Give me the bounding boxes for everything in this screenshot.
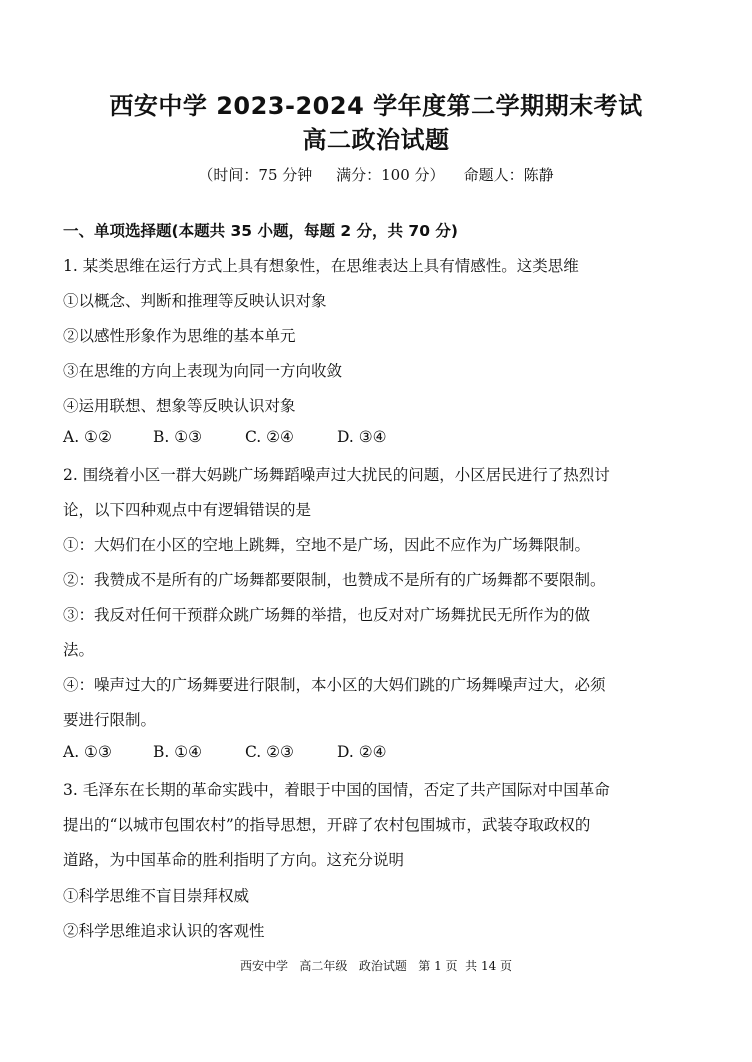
question-2-stem-line-2: 论，以下四种观点中有逻辑错误的是 [63, 501, 312, 519]
question-2-item-4: ④：噪声过大的广场舞要进行限制，本小区的大妈们跳的广场舞噪声过大，必须 [63, 676, 606, 694]
exam-meta: （时间：75 分钟 满分：100 分） 命题人：陈静 [198, 166, 554, 184]
question-1-option-b: B. ①③ [153, 428, 203, 446]
question-3-stem-line-1: 3. 毛泽东在长期的革命实践中，着眼于中国的国情，否定了共产国际对中国革命 [63, 781, 610, 799]
question-2-item-3: ③：我反对任何干预群众跳广场舞的举措，也反对对广场舞扰民无所作为的做 [63, 606, 591, 624]
question-3-item-1: ①科学思维不盲目崇拜权威 [63, 887, 250, 905]
question-2-options [63, 743, 387, 761]
question-1-option-a: A. ①② [63, 428, 112, 446]
question-1-item-4: ④运用联想、想象等反映认识对象 [63, 397, 296, 415]
question-1-option-c: C. ②④ [245, 428, 294, 446]
question-2-option-a: A. ①③ [63, 743, 112, 761]
question-2-option-d: D. ②④ [337, 743, 387, 761]
question-1-options [63, 428, 387, 446]
exam-subtitle: 高二政治试题 [302, 126, 450, 154]
question-2-item-2: ②：我赞成不是所有的广场舞都要限制，也赞成不是所有的广场舞都不要限制。 [63, 571, 606, 589]
question-1-option-d: D. ③④ [337, 428, 387, 446]
question-1-item-1: ①以概念、判断和推理等反映认识对象 [63, 292, 327, 310]
question-3-item-2: ②科学思维追求认识的客观性 [63, 922, 265, 940]
section-heading: 一、单项选择题(本题共 35 小题，每题 2 分，共 70 分) [63, 222, 458, 240]
question-1-item-2: ②以感性形象作为思维的基本单元 [63, 327, 296, 345]
question-1-stem: 1. 某类思维在运行方式上具有想象性，在思维表达上具有情感性。这类思维 [63, 257, 579, 275]
question-2-item-4-cont: 要进行限制。 [63, 711, 157, 729]
question-2-option-c: C. ②③ [245, 743, 294, 761]
question-2-item-1: ①：大妈们在小区的空地上跳舞，空地不是广场，因此不应作为广场舞限制。 [63, 536, 591, 554]
question-2-option-b: B. ①④ [153, 743, 203, 761]
question-3-stem-line-2: 提出的“以城市包围农村”的指导思想，开辟了农村包围城市，武装夺取政权的 [63, 816, 591, 834]
question-1-item-3: ③在思维的方向上表现为向同一方向收敛 [63, 362, 343, 380]
exam-title: 西安中学 2023-2024 学年度第二学期期末考试 [109, 92, 643, 120]
question-2-stem-line-1: 2. 围绕着小区一群大妈跳广场舞蹈噪声过大扰民的问题，小区居民进行了热烈讨 [63, 466, 610, 484]
question-2-item-3-cont: 法。 [63, 641, 95, 659]
page-footer: 西安中学 高二年级 政治试题 第 1 页 共 14 页 [239, 959, 513, 973]
question-3-stem-line-3: 道路，为中国革命的胜利指明了方向。这充分说明 [63, 851, 405, 869]
